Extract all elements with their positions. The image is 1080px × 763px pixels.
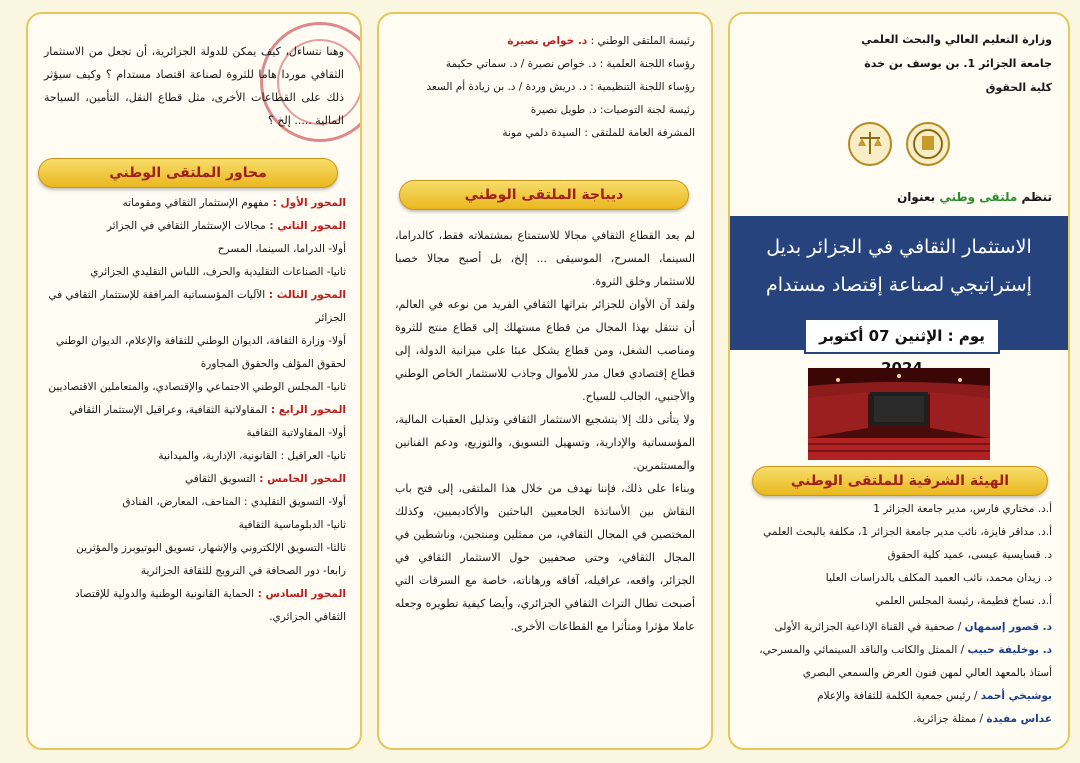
list-item: أ.د. مختاري فارس، مدير جامعة الجزائر 1: [873, 503, 1052, 515]
list-item: المحور الثالث : الآليات المؤسساتية المرافقة للإستثمار الثقافي في الجزائر: [48, 289, 346, 324]
honor-committee-banner: الهيئة الشرفية للملتقى الوطني: [752, 466, 1048, 496]
list-item: المحور السادس : الحماية القانونية الوطنية والدولية للإقتصاد الثقافي الجزائري.: [74, 588, 346, 623]
organizes-highlight: ملتقى وطني: [939, 190, 1018, 204]
date-box: يوم : الإثنين 07 أكتوبر: [804, 318, 1000, 354]
paragraph: وهنا نتساءل، كيف يمكن للدولة الجزائرية، أن تجعل من الاستثمار الثقافي موردا هاما للثروة لصناعة اقتصاد مستدام ؟ وكيف سيؤثر ذلك على القطاعات الأخرى، مثل قطاع النقل، التأمين، السياحة المالية ..... إلخ ؟: [44, 45, 344, 127]
list-item: أستاذ بالمعهد العالي لمهن فنون العرض والسمعي البصري: [802, 667, 1052, 679]
list-item: المحور الثاني : مجالات الإستثمار الثقافي في الجزائر: [106, 220, 346, 232]
list-item: ثانيا- المجلس الوطني الاجتماعي والإقتصادي، والمتعاملين الاقتصاديين: [48, 381, 346, 393]
list-item: ثانيا- العراقيل : القانونية، الإدارية، والميدانية: [158, 450, 346, 462]
preamble-banner: ديباجة الملتقى الوطني: [399, 180, 689, 210]
axes-list: [28, 192, 360, 629]
list-item: ثالثا- التسويق الإلكتروني والإشهار، تسويق اليوتيوبرز والمؤثرين: [76, 542, 346, 554]
list-item: رئيسة لجنة التوصيات: د. طويل نصيرة: [530, 104, 695, 116]
university-name: جامعة الجزائر 1. بن يوسف بن خدة: [864, 57, 1052, 70]
list-item: المحور الأول : مفهوم الإستثمار الثقافي ومقوماته: [122, 197, 346, 209]
list-item: ثانيا- الدبلوماسية الثقافية: [238, 519, 346, 531]
list-item: رابعا- دور الصحافة في الترويج للثقافة الجزائرية: [140, 565, 346, 577]
list-item: أ.د. مداقر فايزة، نائب مدير جامعة الجزائر 1، مكلفة بالبحث العلمي: [763, 526, 1052, 538]
list-item: د. قسايسية عيسى، عميد كلية الحقوق: [887, 549, 1052, 561]
list-item: بوشيخي أحمد / رئيس جمعية الكلمة للثقافة والإعلام: [817, 690, 1052, 702]
axes-panel: [26, 12, 362, 750]
faculty-name: كلية الحقوق: [985, 81, 1052, 94]
paragraph: ولقد آن الأوان للجزائر بتراثها الثقافي الفريد من نوعه في العالم، أن تنتقل بهذا المجال من قطاع مستهلك إلى قطاع منتج للثروة ومناصب الشغل، ومن قطاع يشكل عبئا على ميزانية الدولة، إلى قطاع إقتصادي فعال مدر للأموال وجاذب للاستثمار الخاص الوطني والأجنبي، الجالب للسياح.: [395, 298, 695, 403]
paragraph: ولا يتأتى ذلك إلا بتشجيع الاستثمار الثقافي وتذليل العقبات المالية، المؤسساتية والإدارية، وتسهيل التسويق، والتوزيع، ودعم الفنانين والمستثمرين.: [395, 413, 695, 472]
preamble-text: [379, 224, 711, 638]
list-item: ثانيا- الصناعات التقليدية والحرف، اللباس التقليدي الجزائري: [90, 266, 346, 278]
university-logo-icon: [906, 122, 950, 166]
list-item: د. زيدان محمد، نائب العميد المكلف بالدراسات العليا: [825, 572, 1052, 584]
list-item: أولا- التسويق التقليدي : المتاحف، المعارض، الفنادق: [122, 496, 346, 508]
list-item: المحور الرابع : المقاولاتية الثقافية، وعراقيل الإستثمار الثقافي: [69, 404, 346, 416]
list-item: المشرفة العامة للملتقى : السيدة دلمي مونة: [502, 127, 695, 139]
justice-scale-icon: [848, 122, 892, 166]
list-item: أولا- الدراما، السينما، المسرح: [217, 243, 346, 255]
preamble-panel: [377, 12, 713, 750]
paragraph: وبناءا على ذلك، فإننا نهدف من خلال هذا الملتقى، إلى فتح باب النقاش بين الأساتذة الجامعيين الباحثين والأكاديميين، وكذلك المختصين في المجال الثقافي، من ممثلين ومنتجين، وناشطين في المجال الثقافي، وحتى صحفيين حول الاستثمار الثقافي في الجزائر، واقعه، عراقيله، آفاقه ورهاناته، خاصة مع السرقات التي أصبحت تطال التراث الثقافي الجزائري، وأيضا كيفية تطويره وجعله عاملا مؤثرا ومتأثرا مع القطاعات الأخرى.: [395, 482, 695, 633]
cover-panel: [728, 12, 1070, 750]
ministry-name: وزارة التعليم العالي والبحث العلمي: [861, 33, 1052, 46]
institution-block: [730, 14, 1068, 100]
list-item: رؤساء اللجنة العلمية : د. خواص نصيرة / د. سماتي حكيمة: [445, 58, 695, 70]
intro-text: [28, 40, 360, 132]
organizes-line: تنظم ملتقى وطني بعنوان: [897, 190, 1052, 204]
committee-list: [379, 14, 711, 145]
logos: [848, 122, 958, 168]
list-item: عداس مفيدة / ممثلة جزائرية.: [913, 713, 1052, 725]
theatre-image: [808, 368, 990, 460]
title-line-2: إستراتيجي لصناعة إقتصاد مستدام: [766, 274, 1032, 296]
list-item: أ.د. نساخ فطيمة، رئيسة المجلس العلمي: [875, 595, 1052, 607]
title-line-1: الاستثمار الثقافي في الجزائر بديل: [766, 236, 1032, 258]
list-item: د. قصور إسمهان / صحفية في القناة الإذاعية الجزائرية الأولى: [774, 621, 1052, 633]
list-item: أولا- المقاولاتية الثقافية: [246, 427, 346, 439]
list-item: رئيسة الملتقى الوطني : د. خواص نصيرة: [507, 35, 695, 47]
paragraph: لم يعد القطاع الثقافي مجالا للاستمتاع بمشتملاته فقط، كالدراما، السينما، المسرح، الموسيقى ... إلخ، بل أصبح مجالا خصبا للاستثمار وخلق الثروة.: [395, 229, 695, 288]
guest-list: [740, 616, 1052, 731]
list-item: رؤساء اللجنة التنظيمية : د. دريش وردة / د. بن زيادة أم السعد: [426, 81, 695, 93]
list-item: المحور الخامس : التسويق الثقافي: [184, 473, 346, 485]
list-item: أولا- وزارة الثقافة، الديوان الوطني للثقافة والإعلام، الديوان الوطني لحقوق المؤلف والحقوق المجاورة: [55, 335, 346, 370]
list-item: د. بوخليفة حبيب / الممثل والكاتب والناقد السينمائي والمسرحي،: [759, 644, 1052, 656]
honor-list: [740, 498, 1052, 613]
axes-banner: محاور الملتقى الوطني: [38, 158, 338, 188]
